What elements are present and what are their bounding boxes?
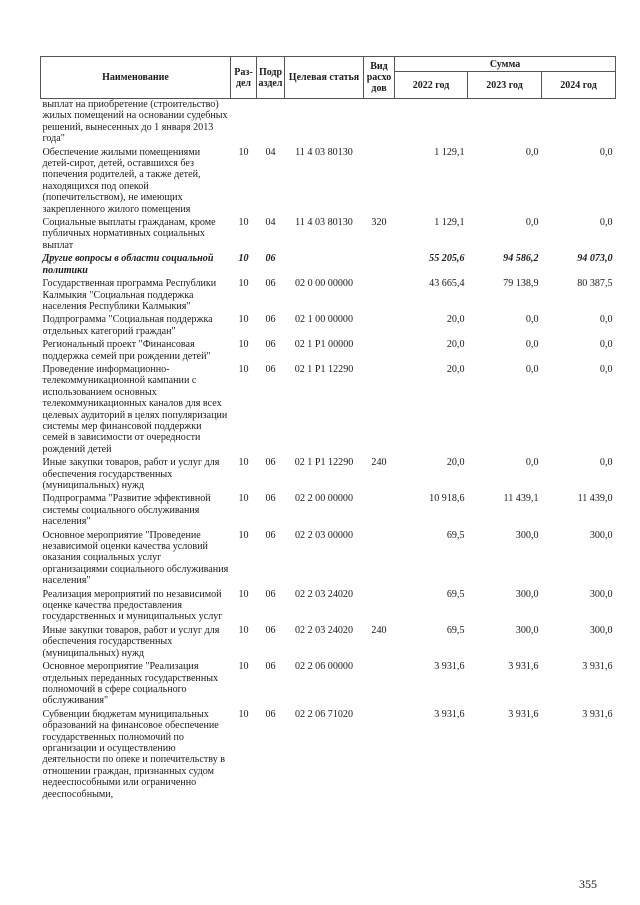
row-sum-2023: 0,0 [525, 314, 539, 326]
row-name: Другие вопросы в области социальной политики [42, 253, 214, 276]
table-row [41, 709, 616, 802]
row-razdel: 10 [238, 493, 249, 505]
row-expense-type [364, 314, 395, 339]
row-target-article [285, 99, 364, 147]
row-sum-2022: 55 205,6 [429, 253, 465, 265]
row-sum-2023: 79 138,9 [503, 278, 539, 290]
row-sum-2024: 300,0 [589, 529, 613, 541]
row-sum-2023: 3 931,6 [508, 708, 539, 720]
row-name: Социальные выплаты гражданам, кроме публичных нормативных социальных выплат [42, 217, 216, 251]
row-name: Подпрограмма "Развитие эффективной системы социального обслуживания населения" [42, 493, 211, 528]
row-name: Основное мероприятие "Проведение независимой оценки качества условий оказания социальных услуг организациями социального обслуживания населения" [42, 529, 229, 587]
row-sum-2023: 300,0 [515, 588, 539, 600]
row-sum-2022: 20,0 [446, 314, 465, 326]
row-expense-type [364, 253, 395, 278]
table-row [41, 661, 616, 709]
row-sum-2022: 3 931,6 [434, 661, 465, 673]
row-sum-2022: 43 665,4 [429, 278, 465, 290]
row-target-article: 02 1 00 00000 [294, 314, 354, 326]
row-name: Проведение информационно-телекоммуникационной кампании с использованием основных телекоммуникационных каналов для всех целевых аудиторий в целях популяризации системы мер финансовой поддержки семей в зависимости от очередности рождений детей [42, 363, 228, 455]
row-sum-2022: 1 129,1 [434, 217, 465, 229]
row-name: Основное мероприятие "Реализация отдельных переданных государственных полномочий в сфере социального обслуживания" [42, 661, 219, 707]
row-razdel: 10 [238, 314, 249, 326]
row-name: Государственная программа Республики Калмыкия "Социальная поддержка населения Республики Калмыкия" [42, 278, 217, 312]
row-name: Подпрограмма "Социальная поддержка отдельных категорий граждан" [42, 314, 213, 337]
row-name: Региональный проект "Финансовая поддержка семей при рождении детей" [42, 339, 211, 362]
header-year-2022: 2022 год [395, 72, 468, 99]
table-row [41, 217, 616, 253]
row-target-article [285, 253, 364, 278]
page-number: 355 [579, 877, 597, 891]
row-razdel: 10 [238, 457, 249, 469]
row-podrazdel: 06 [265, 493, 276, 505]
row-sum-2022: 20,0 [446, 363, 465, 375]
row-razdel: 10 [238, 363, 249, 375]
row-target-article: 02 0 00 00000 [294, 278, 354, 290]
row-sum-2024: 0,0 [599, 217, 613, 229]
header-year-2023: 2023 год [468, 72, 542, 99]
row-expense-type [364, 364, 395, 457]
table-row [41, 339, 616, 364]
row-target-article: 11 4 03 80130 [295, 146, 353, 158]
row-sum-2022: 69,5 [446, 588, 465, 600]
table-row [41, 625, 616, 661]
row-razdel: 10 [238, 708, 249, 720]
row-sum-2022: 3 931,6 [434, 708, 465, 720]
row-podrazdel: 06 [265, 661, 276, 673]
table-row [41, 99, 616, 147]
row-sum-2024: 0,0 [599, 363, 613, 375]
row-podrazdel: 06 [265, 253, 276, 265]
table-row [41, 278, 616, 314]
header-target-article: Целевая статья [285, 57, 364, 99]
table-row [41, 314, 616, 339]
row-sum-2024: 3 931,6 [582, 661, 613, 673]
row-expense-type [364, 99, 395, 147]
row-target-article: 02 2 03 00000 [294, 529, 354, 541]
row-sum-2023: 3 931,6 [508, 661, 539, 673]
header-year-2024: 2024 год [542, 72, 616, 99]
row-name: Субвенции бюджетам муниципальных образований на финансовое обеспечение государственных полномочий по организации и осуществлению деятельности по опеке и попечительству в отношении граждан, признанных судом недееспособными или ограниченно дееспособными, [42, 708, 226, 800]
row-razdel: 10 [238, 588, 249, 600]
row-sum-2023: 300,0 [515, 529, 539, 541]
row-sum-2022: 69,5 [446, 624, 465, 636]
row-sum-2022: 10 918,6 [429, 493, 465, 505]
row-podrazdel: 06 [265, 708, 276, 720]
row-sum-2024: 300,0 [589, 588, 613, 600]
row-podrazdel [257, 99, 285, 147]
row-sum-2022: 20,0 [446, 339, 465, 351]
row-expense-type: 240 [371, 624, 387, 636]
row-podrazdel: 06 [265, 529, 276, 541]
budget-table-page [40, 56, 615, 802]
row-sum-2022 [395, 99, 468, 147]
row-target-article: 02 2 06 71020 [294, 708, 354, 720]
row-sum-2023: 0,0 [525, 217, 539, 229]
row-sum-2024: 11 439,0 [577, 493, 613, 505]
row-sum-2024: 94 073,0 [577, 253, 613, 265]
row-razdel: 10 [238, 146, 249, 158]
row-razdel: 10 [238, 217, 249, 229]
row-target-article: 02 2 06 00000 [294, 661, 354, 673]
row-name: Обеспечение жилыми помещениями детей-сирот, детей, оставшихся без попечения родителей, а также детей, находящихся под опекой (попечительством), не имеющих закрепленного жилого помещения [42, 146, 201, 215]
row-razdel: 10 [238, 661, 249, 673]
table-header [41, 57, 616, 99]
row-name: Реализация мероприятий по независимой оценке качества предоставления государственных и муниципальных услуг [42, 588, 223, 623]
row-sum-2023: 94 586,2 [503, 253, 539, 265]
row-expense-type [364, 278, 395, 314]
row-sum-2023: 300,0 [515, 624, 539, 636]
row-expense-type [364, 530, 395, 589]
row-target-article: 02 1 P1 12290 [294, 363, 354, 375]
row-expense-type [364, 661, 395, 709]
row-sum-2024: 3 931,6 [582, 708, 613, 720]
row-podrazdel: 06 [265, 624, 276, 636]
table-body [41, 99, 616, 802]
header-sum: Сумма [395, 57, 616, 72]
budget-table [40, 56, 616, 802]
row-sum-2023: 0,0 [525, 339, 539, 351]
header-razdel: Раз- дел [231, 57, 257, 99]
row-razdel: 10 [238, 339, 249, 351]
row-sum-2024: 300,0 [589, 624, 613, 636]
row-razdel: 10 [238, 624, 249, 636]
row-name: Иные закупки товаров, работ и услуг для обеспечения государственных (муниципальных) нужд [42, 624, 220, 659]
row-sum-2023 [468, 99, 542, 147]
row-podrazdel: 06 [265, 314, 276, 326]
row-sum-2023: 0,0 [525, 457, 539, 469]
row-target-article: 02 1 P1 12290 [294, 457, 354, 469]
row-target-article: 02 2 03 24020 [294, 624, 354, 636]
row-podrazdel: 06 [265, 278, 276, 290]
row-name: выплат на приобретение (строительство) жилых помещений на основании судебных решений, вынесенных до 1 января 2013 года" [42, 99, 228, 145]
row-expense-type [364, 339, 395, 364]
row-target-article: 11 4 03 80130 [295, 217, 353, 229]
row-expense-type: 240 [371, 457, 387, 469]
row-expense-type [364, 147, 395, 217]
row-razdel [231, 99, 257, 147]
row-expense-type [364, 709, 395, 802]
row-name: Иные закупки товаров, работ и услуг для обеспечения государственных (муниципальных) нужд [42, 457, 220, 491]
row-podrazdel: 06 [265, 363, 276, 375]
row-razdel: 10 [238, 253, 249, 265]
row-podrazdel: 06 [265, 457, 276, 469]
row-podrazdel: 06 [265, 588, 276, 600]
header-podrazdel: Подр аздел [257, 57, 285, 99]
table-row [41, 589, 616, 625]
row-sum-2024 [542, 99, 616, 147]
row-sum-2024: 0,0 [599, 457, 613, 469]
row-target-article: 02 1 P1 00000 [294, 339, 354, 351]
row-sum-2024: 0,0 [599, 146, 613, 158]
row-sum-2022: 69,5 [446, 529, 465, 541]
row-podrazdel: 04 [265, 146, 276, 158]
row-expense-type: 320 [371, 217, 387, 229]
row-razdel: 10 [238, 529, 249, 541]
table-row [41, 253, 616, 278]
table-row [41, 457, 616, 493]
row-sum-2022: 1 129,1 [434, 146, 465, 158]
header-expense-type: Вид расхо дов [364, 57, 395, 99]
row-sum-2022: 20,0 [446, 457, 465, 469]
row-expense-type [364, 493, 395, 529]
row-sum-2024: 0,0 [599, 339, 613, 351]
table-row [41, 364, 616, 457]
header-name: Наименование [41, 57, 231, 99]
row-sum-2023: 11 439,1 [503, 493, 539, 505]
row-target-article: 02 2 03 24020 [294, 588, 354, 600]
table-row [41, 530, 616, 589]
row-razdel: 10 [238, 278, 249, 290]
row-sum-2024: 80 387,5 [577, 278, 613, 290]
row-expense-type [364, 589, 395, 625]
row-podrazdel: 06 [265, 339, 276, 351]
table-row [41, 147, 616, 217]
row-sum-2023: 0,0 [525, 146, 539, 158]
table-row [41, 493, 616, 529]
row-target-article: 02 2 00 00000 [294, 493, 354, 505]
row-podrazdel: 04 [265, 217, 276, 229]
row-sum-2023: 0,0 [525, 363, 539, 375]
row-sum-2024: 0,0 [599, 314, 613, 326]
